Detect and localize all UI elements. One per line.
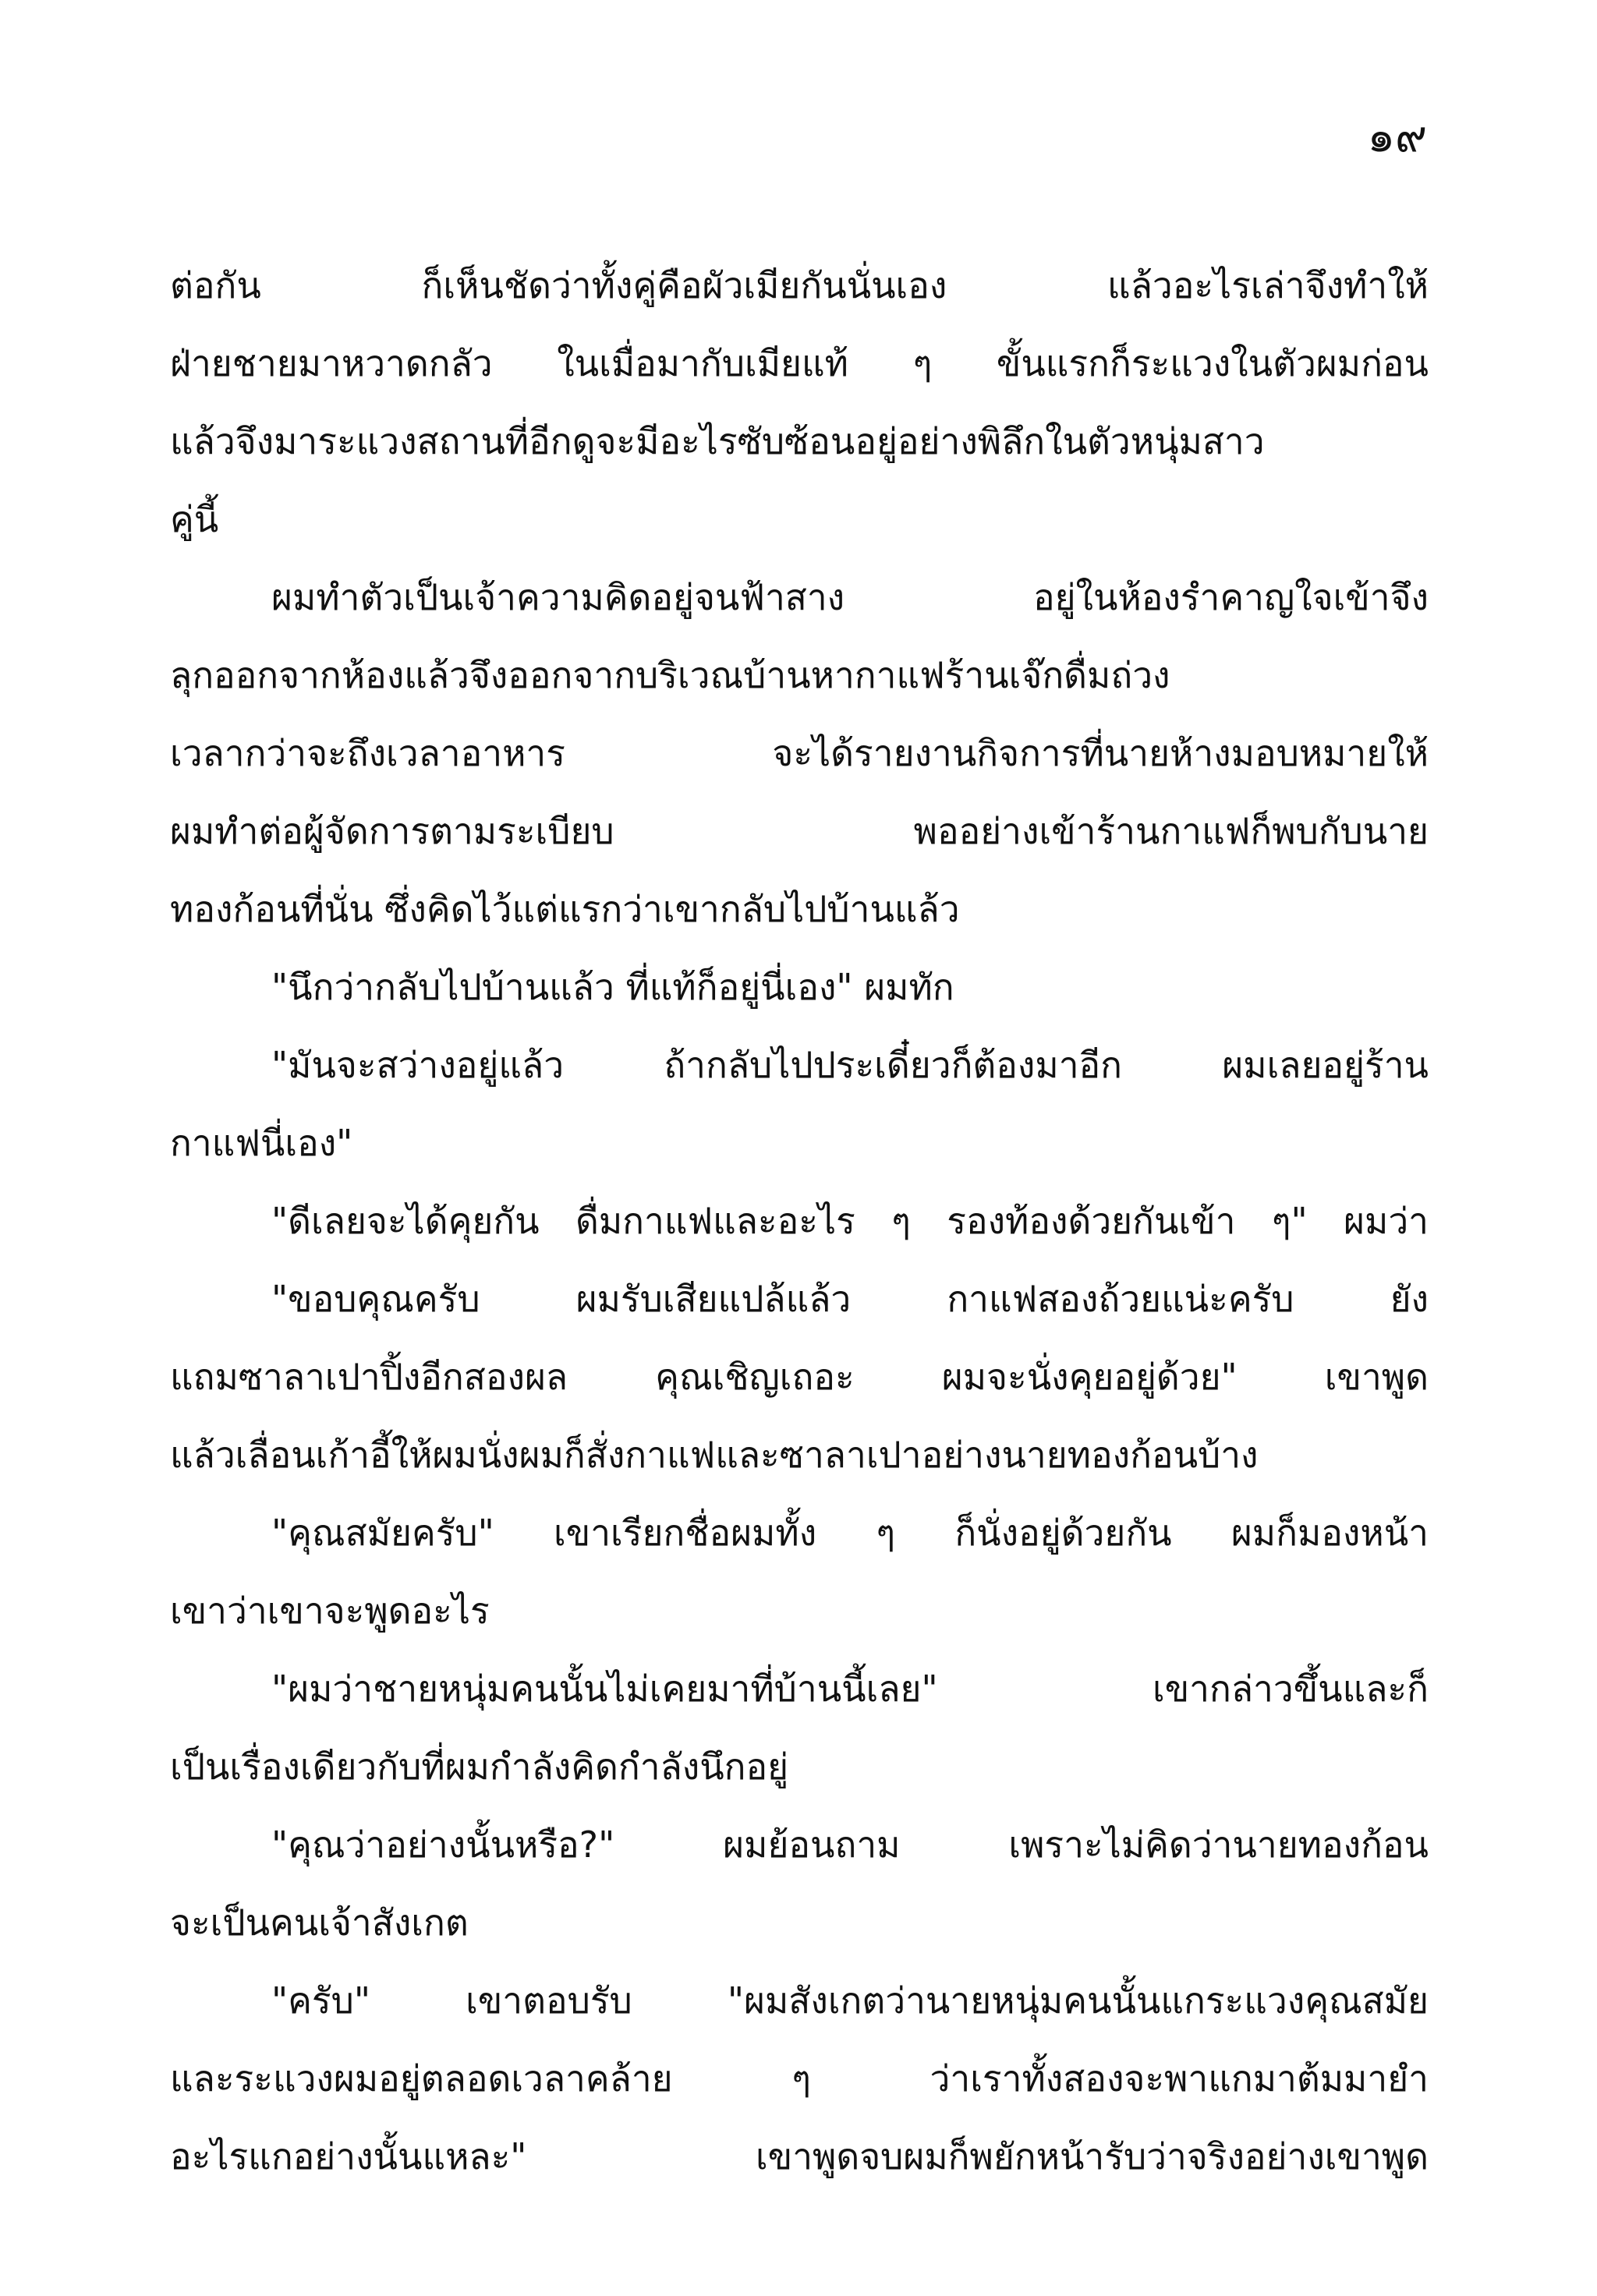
text-line: แล้วจึงมาระแวงสถานที่อีกดูจะมีอะไรซับซ้อนอยู่อย่างพิลึกในตัวหนุ่มสาว: [170, 420, 1265, 462]
text-line: ทองก้อนที่นั่น ซึ่งคิดไว้แต่แรกว่าเขากลับไปบ้านแล้ว: [170, 888, 960, 930]
text-line: "คุณสมัยครับ" เขาเรียกชื่อผมทั้ง ๆ ก็นั่งอยู่ด้วยกัน ผมก็มองหน้า: [271, 1512, 1429, 1554]
text-line: คู่นี้: [170, 498, 219, 540]
text-line: "คุณว่าอย่างนั้นหรือ?" ผมย้อนถาม เพราะไม่คิดว่านายทองก้อน: [271, 1824, 1429, 1866]
text-line: เขาว่าเขาจะพูดอะไร: [170, 1590, 490, 1632]
text-line: "ขอบคุณครับ ผมรับเสียแปล้แล้ว กาแฟสองถ้วยแน่ะครับ ยัง: [271, 1278, 1429, 1320]
text-line: "ครับ" เขาตอบรับ "ผมสังเกตว่านายหนุ่มคนนั้นแกระแวงคุณสมัย: [271, 1979, 1429, 2022]
text-line: แล้วเลื่อนเก้าอี้ให้ผมนั่งผมก็สั่งกาแฟและซาลาเปาอย่างนายทองก้อนบ้าง: [170, 1434, 1259, 1476]
text-line: "ดีเลยจะได้คุยกัน ดื่มกาแฟและอะไร ๆ รองท้องด้วยกันเข้า ๆ" ผมว่า: [271, 1200, 1429, 1242]
text-line: ต่อกัน ก็เห็นชัดว่าทั้งคู่คือผัวเมียกันนั่นเอง แล้วอะไรเล่าจึงทำให้: [170, 264, 1429, 306]
text-line: เวลากว่าจะถึงเวลาอาหาร จะได้รายงานกิจการที่นายห้างมอบหมายให้: [170, 732, 1429, 774]
text-line: ผมทำตัวเป็นเจ้าความคิดอยู่จนฟ้าสาง อยู่ในห้องรำคาญใจเข้าจึง: [271, 576, 1429, 618]
text-line: "มันจะสว่างอยู่แล้ว ถ้ากลับไปประเดี๋ยวก็ต้องมาอีก ผมเลยอยู่ร้าน: [271, 1044, 1429, 1086]
text-line: "ผมว่าชายหนุ่มคนนั้นไม่เคยมาที่บ้านนี้เลย" เขากล่าวขึ้นและก็: [271, 1668, 1429, 1710]
text-line: กาแฟนี่เอง": [170, 1122, 353, 1164]
text-line: แถมซาลาเปาปิ้งอีกสองผล คุณเชิญเถอะ ผมจะนั่งคุยอยู่ด้วย" เขาพูด: [170, 1356, 1429, 1398]
text-line: เป็นเรื่องเดียวกับที่ผมกำลังคิดกำลังนึกอยู่: [170, 1746, 789, 1788]
text-line: จะเป็นคนเจ้าสังเกต: [170, 1902, 469, 1944]
text-line: และระแวงผมอยู่ตลอดเวลาคล้าย ๆ ว่าเราทั้งสองจะพาแกมาต้มมายำ: [170, 2057, 1429, 2100]
text-line: ฝ่ายชายมาหวาดกลัว ในเมื่อมากับเมียแท้ ๆ ขั้นแรกก็ระแวงในตัวผมก่อน: [170, 342, 1429, 384]
text-line: ผมทำต่อผู้จัดการตามระเบียบ พออย่างเข้าร้านกาแฟก็พบกับนาย: [170, 810, 1429, 852]
page-number: ๑๙: [1367, 111, 1427, 162]
text-line: "นึกว่ากลับไปบ้านแล้ว ที่แท้ก็อยู่นี่เอง" ผมทัก: [271, 966, 954, 1008]
text-line: อะไรแกอย่างนั้นแหละ" เขาพูดจบผมก็พยักหน้ารับว่าจริงอย่างเขาพูด: [170, 2135, 1429, 2177]
body-text: [170, 246, 1429, 2195]
text-line: ลุกออกจากห้องแล้วจึงออกจากบริเวณบ้านหากาแฟร้านเจ๊กดื่มถ่วง: [170, 654, 1170, 696]
